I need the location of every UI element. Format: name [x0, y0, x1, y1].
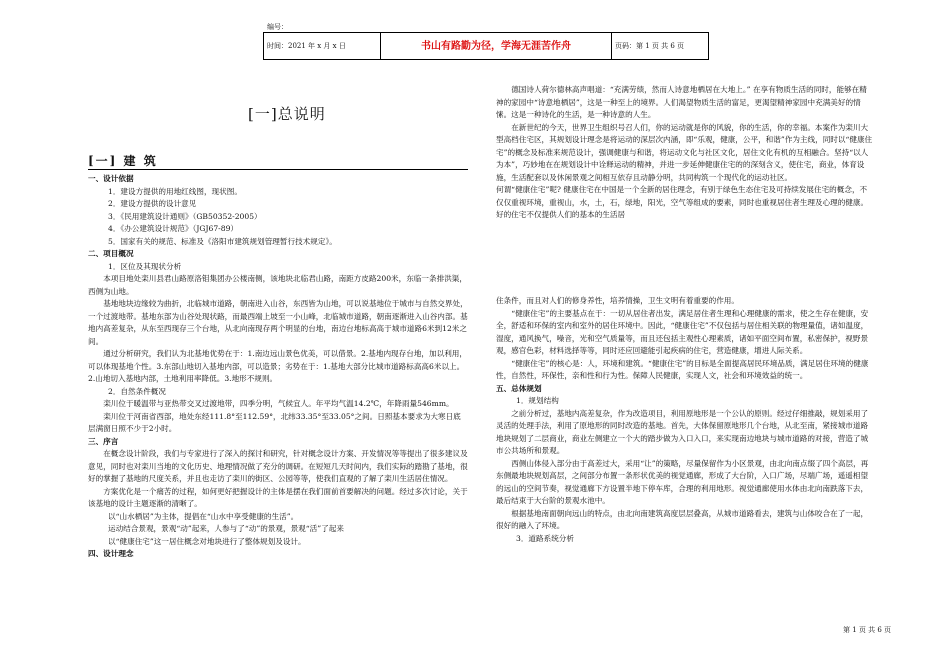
paragraph: 3．道路系统分析 — [516, 533, 574, 543]
document-title: [一]总说明 — [248, 105, 326, 123]
motto-text: 书山有路勤为径，学海无涯苦作舟 — [421, 40, 571, 52]
page-header — [263, 32, 709, 60]
paragraph: 在新世纪的今天，世界卫生组织号召人们，你的运动就是你的风貌，你的生活，你的幸福。本案作为栾川大型高档住宅区，其规划设计理念是将运动的深层次内涵，即“乐观，健康，公平，和谐”作为主线，同时以“健康住宅”的概念及标准来规范设计，强调健康与和谐，将运动文化与社区文化，居住文化有机的互相融合。坚持“以人为本”，巧妙地在在规划设计中诠释运动的精神，并进一步延伸健康住宅的的深刻含义，使住宅，商业，体育设施，生活配套以及休闲景观之间相互依存且动静分明，共同构筑一个现代化的运动社区。 — [496, 122, 873, 182]
paragraph: 3．《民用建筑设计通则》（GB50352-2005） — [108, 211, 262, 221]
section-heading: 二、项目概况 — [88, 249, 134, 258]
paragraph: 在概念设计阶段，我们与专家进行了深入的探讨和研究，针对概念设计方案、开发情况等等提出了很多建议及意见，同时也对栾川当地的文化历史、地理情况做了充分的调研。在短短几天时间内，我们实际的踏勘了基地，很好的掌握了基地的尺度关系，并且也走访了栾川的街区、公园等等，使我们直观的了解了栾川生活居住情况。 — [88, 449, 468, 483]
paragraph: 西侧山体侵入部分由于高差过大，采用“让”的策略，尽量保留作为小区景观，由北向南点缀了四个高层，再东侧最地块规划高层，之间部分布置一条形状优美的视觉通廊，形成了大台阶，入口广场，尽端广场，遥遥相望的远山的空间节奏，视觉通廊下方设置半地下停车库，合理的利用地形。视觉通廊使用水体由北向南跌落下去，最后结束于大台阶的景观水池中。 — [496, 458, 869, 505]
paragraph: 5．国家有关的规范、标准及《洛阳市建筑规划管理暂行技术规定》。 — [108, 236, 337, 246]
paragraph: 德国诗人荷尔德林高声唱道：“充满劳绩，然而人诗意地栖居在大地上。” 在享有物质生活的同时，能够在精神的家园中“诗意地栖居”，这是一种至上的境界。人们渴望物质生活的富足，更渴望精神家园中充满美好的情愫。这是一种诗化的生活，是一种诗意的人生。 — [496, 85, 867, 119]
paragraph: 何谓“健康住宅”呢? 健康住宅在中国是一个全新的居住理念，有别于绿色生态住宅及可持续发展住宅的概念，不仅仅重视环境，重视山，水，土，石，绿地，阳光，空气等组成的要素，同时也重视居住者生理及心理的健康。好的住宅不仅提供人们的基本的生活居 — [496, 185, 869, 219]
page-footer: 第 1 页 共 6 页 — [843, 626, 892, 634]
paragraph: 2．自然条件概况 — [108, 386, 166, 396]
right-column-bottom — [496, 295, 874, 545]
paragraph: 通过分析研究，我们认为北基地优势在于：1.南边远山景色优美，可以借景。2.基地内现存台地，加以利用，可以体现基地个性。3.东部山地切入基地内部，可以造景；劣势在于：1.基地大部分比城市道路标高高6米以上。2.山地切入基地内部，土地利用率降低。3.地形不规则。 — [88, 349, 467, 383]
paragraph: 方案优化是一个痛苦的过程，如何更好把握设计的主体是摆在我们面前首要解决的问题。经过多次讨论，关于该基地的设计主题逐渐的清晰了。 — [88, 486, 468, 508]
time-label: 时间：2021 年 x 月 x 日 — [267, 42, 346, 50]
paragraph: 住条件，而且对人们的修身养性，培养情操，卫生文明有着重要的作用。 — [496, 296, 739, 305]
section-heading: 三、序言 — [88, 436, 119, 446]
paragraph: 栾川位于暖温带与亚热带交叉过渡地带，四季分明，气候宜人。年平均气温14.2℃，年降雨量546mm。 — [103, 399, 454, 408]
paragraph: 1．规划结构 — [516, 396, 559, 405]
left-column — [88, 173, 468, 561]
right-column-top — [496, 84, 874, 222]
paragraph: 1．区位及其现状分析 — [108, 261, 182, 271]
section-divider — [88, 169, 468, 170]
paragraph: “健康住宅”的主要基点在于：一切从居住者出发，满足居住者生理和心理健康的需求，使之生存在健康，安全，舒适和环保的室内和室外的居住环境中。因此，“健康住宅”不仅包括与居住相关联的物理量值，诸如温度，湿度，通风换气，噪音，光和空气质量等，而且还包括主观性心理素质，诸如平面空间布置，私密保护，视野景观，感官色彩，材料选择等等，同时还应回避能引起疾病的住宅，营造健康，增进人际关系。 — [496, 308, 869, 355]
paragraph: 以“山水栖居”为主体，提倡在“山水中享受健康的生活”。 — [108, 511, 299, 521]
paragraph: 4．《办公建筑设计规范》（JGJ67-89） — [108, 224, 238, 233]
paragraph: 根据基地南面朝向远山的特点，由北向南建筑高度层层叠高，从城市道路看去，建筑与山体咬合在了一起，很好的融入了环境。 — [496, 508, 869, 530]
paragraph: 运动结合景观，景观“动”起来，人参与了“动”的景观，景观“活”了起来 — [108, 524, 344, 533]
paragraph: 栾川位于河南省西部，地处东经111.8°至112.59°，北纬33.35°至33.05°之间。日照基本要求为大寒日底层满窗日照不少于2小时。 — [88, 411, 461, 433]
paragraph: 本项目地处栾川县君山路原洛钼集团办公楼南侧，该地块北临君山路，南距方皮路200米，东临一条排洪渠，西侧为山地。 — [88, 274, 467, 296]
paragraph: 2．建设方提供的设计意见 — [108, 199, 197, 208]
section-heading: 一、设计依据 — [88, 174, 134, 183]
section-heading: 四、设计理念 — [88, 549, 134, 558]
paragraph: 之前分析过，基地内高差复杂，作为改造项目，利用原地形是一个公认的原则。经过仔细推敲，规划采用了灵活的处理手法，利用了原地形的同时改造的基地。首先，大体保留原地形几个台地，从北至南，紧接城市道路地块规划了二层商业，商业左侧建立一个大的踏步做为入口入口，来实现南边地块与城市道路的对接，营造了城市公共场所和景观。 — [496, 408, 869, 455]
paragraph: 以“健康住宅”这一居住概念对地块进行了整体规划及设计。 — [108, 536, 306, 546]
section-title: [一] 建 筑 — [88, 154, 158, 168]
header-motto-cell — [381, 33, 612, 59]
number-label: 编号： — [267, 23, 288, 31]
paragraph: 基地地块边缘较为曲折，北临城市道路，朝南进入山谷，东西皆为山地，可以说基地位于城市与自然交界处，一个过渡地带。基地东部为山谷处现状路，而最西端上坡至一小山峰，北临城市道路，朝南逐渐进入山谷内部。基地内高差复杂，从东至西现存三个台地，从北向南现存两个明显的台地，南边台地标高高于城市道路6米到12米之间。 — [88, 299, 468, 346]
section-heading: 五、总体规划 — [496, 383, 542, 393]
paragraph: “健康住宅”的核心是：人，环境和建筑。“健康住宅”的目标是全面提高居民环境品质，满足居住环境的健康性，自然性，环保性，亲和性和行为性。保障人民健康，实现人文，社会和环境效益的统一。 — [496, 358, 869, 380]
header-left-cell — [264, 33, 381, 59]
paragraph: 1．建设方提供的用地红线图，现状图。 — [108, 186, 242, 196]
header-right-cell — [612, 33, 708, 59]
page-label: 页码：第 1 页 共 6 页 — [615, 41, 685, 50]
